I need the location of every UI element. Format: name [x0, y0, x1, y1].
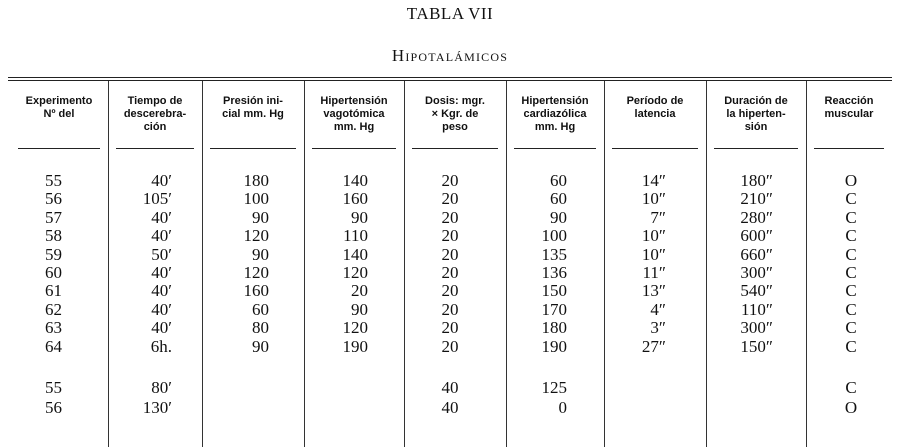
- table-row-extra-cell-experimento: 55: [45, 378, 62, 397]
- table-row-cell-hipertension-cardiazolica: 60: [550, 189, 567, 209]
- table-row-cell-dosis: 20: [441, 336, 459, 356]
- column-header-hipertension-cardiazolica: Hipertensión cardiazólica mm. Hg: [521, 95, 589, 133]
- table-row-cell-experimento: 56: [45, 189, 62, 209]
- table-row-cell-presion-inicial: 90: [252, 207, 269, 227]
- table-row-cell-experimento: 60: [45, 263, 62, 282]
- table-row-extra-cell-hipertension-cardiazolica: 125: [541, 378, 567, 397]
- table-row-cell-experimento: 55: [45, 171, 62, 190]
- table-row-cell-tiempo: 40′: [151, 226, 172, 246]
- column-header-experimento: Experimento Nº del: [25, 95, 93, 120]
- table-row-cell-hipertension-vagotomica: 190: [342, 336, 368, 356]
- table-row-cell-duracion: 660″: [740, 244, 773, 264]
- column-divider: [404, 81, 405, 447]
- table-row-cell-tiempo: 40′: [151, 299, 172, 319]
- table-row-cell-presion-inicial: 90: [252, 244, 269, 264]
- table-row-cell-tiempo: 40′: [151, 281, 172, 301]
- table-row-cell-hipertension-vagotomica: 120: [342, 263, 368, 282]
- table-row-cell-periodo-latencia: 13″: [641, 281, 666, 301]
- header-underline: [514, 148, 596, 149]
- table-row-cell-periodo-latencia: 11″: [642, 263, 666, 282]
- table-row-cell-duracion: 210″: [740, 189, 773, 209]
- table-row-cell-hipertension-vagotomica: 120: [342, 318, 368, 338]
- table-row-cell-experimento: 63: [45, 318, 62, 338]
- table-row-cell-tiempo: 40′: [151, 263, 172, 282]
- table-row-cell-hipertension-cardiazolica: 60: [550, 171, 567, 190]
- table-row-cell-hipertension-vagotomica: 140: [342, 244, 368, 264]
- table-row-cell-reaccion-muscular: C: [845, 244, 857, 264]
- table-row-cell-periodo-latencia: 14″: [641, 171, 666, 190]
- table-row-cell-reaccion-muscular: C: [845, 318, 857, 338]
- table-row-cell-hipertension-cardiazolica: 150: [541, 281, 567, 301]
- table-row-cell-tiempo: 105′: [142, 189, 172, 209]
- table-row-cell-dosis: 20: [441, 207, 459, 227]
- table-row-cell-duracion: 300″: [740, 318, 773, 338]
- table-title: TABLA VII: [406, 4, 494, 23]
- table-row-cell-duracion: 300″: [740, 263, 773, 282]
- table-row-cell-presion-inicial: 90: [252, 336, 269, 356]
- table-row-cell-dosis: 20: [441, 318, 459, 338]
- table-row-cell-reaccion-muscular: O: [844, 171, 858, 190]
- table-row-cell-reaccion-muscular: C: [845, 281, 857, 301]
- column-header-reaccion-muscular: Reacción muscular: [824, 95, 874, 120]
- table-row-cell-duracion: 540″: [740, 281, 773, 301]
- header-underline: [116, 148, 194, 149]
- table-row-cell-periodo-latencia: 27″: [641, 336, 666, 356]
- table-row-cell-hipertension-cardiazolica: 190: [541, 336, 567, 356]
- table-row-extra-cell-hipertension-cardiazolica: 0: [558, 397, 567, 417]
- table-row-cell-experimento: 59: [45, 244, 62, 264]
- table-row-cell-presion-inicial: 120: [243, 226, 269, 246]
- header-underline: [814, 148, 884, 149]
- table-row-cell-experimento: 64: [45, 336, 62, 356]
- table-row-extra-cell-dosis: 40: [441, 397, 459, 417]
- header-rule-bottom: [8, 80, 892, 81]
- table-row-extra-cell-dosis: 40: [441, 378, 459, 397]
- column-header-hipertension-vagotomica: Hipertensión vagotómica mm. Hg: [320, 95, 388, 133]
- table-row-cell-tiempo: 6h.: [150, 336, 172, 356]
- table-row-cell-hipertension-cardiazolica: 136: [541, 263, 567, 282]
- column-header-tiempo: Tiempo de descerebra- ción: [123, 95, 187, 133]
- table-row-cell-reaccion-muscular: C: [845, 336, 857, 356]
- table-row-cell-hipertension-vagotomica: 140: [342, 171, 368, 190]
- table-row-cell-dosis: 20: [441, 263, 459, 282]
- table-row-cell-reaccion-muscular: C: [845, 189, 857, 209]
- table-row-cell-tiempo: 40′: [151, 171, 172, 190]
- header-underline: [18, 148, 100, 149]
- table-row-cell-experimento: 57: [45, 207, 62, 227]
- table-row-cell-tiempo: 40′: [151, 318, 172, 338]
- table-row-cell-hipertension-vagotomica: 90: [351, 299, 368, 319]
- column-header-presion-inicial: Presión ini- cial mm. Hg: [222, 95, 284, 120]
- table-row-cell-hipertension-vagotomica: 160: [342, 189, 368, 209]
- table-row-cell-dosis: 20: [441, 226, 459, 246]
- table-row-extra-cell-tiempo: 130′: [142, 397, 172, 417]
- table-row-cell-experimento: 58: [45, 226, 62, 246]
- column-header-dosis: Dosis: mgr. × Kgr. de peso: [425, 95, 485, 133]
- table-row-cell-experimento: 61: [45, 281, 62, 301]
- table-row-cell-reaccion-muscular: C: [845, 226, 857, 246]
- table-row-cell-dosis: 20: [441, 299, 459, 319]
- table-row-cell-hipertension-vagotomica: 20: [351, 281, 368, 301]
- header-underline: [312, 148, 396, 149]
- table-subtitle: Hipotalámicos: [391, 46, 509, 65]
- table-row-cell-tiempo: 40′: [151, 207, 172, 227]
- header-underline: [714, 148, 798, 149]
- table-row-cell-duracion: 600″: [740, 226, 773, 246]
- table-row-cell-hipertension-vagotomica: 90: [351, 207, 368, 227]
- table-row-cell-reaccion-muscular: C: [845, 207, 857, 227]
- table-row-cell-periodo-latencia: 10″: [641, 244, 666, 264]
- table-row-cell-duracion: 150″: [740, 336, 773, 356]
- table-row-cell-experimento: 62: [45, 299, 62, 319]
- table-row-cell-duracion: 280″: [740, 207, 773, 227]
- header-underline: [210, 148, 296, 149]
- table-row-cell-dosis: 20: [441, 244, 459, 264]
- table-row-cell-reaccion-muscular: C: [845, 299, 857, 319]
- table-row-cell-hipertension-cardiazolica: 180: [541, 318, 567, 338]
- table-row-cell-presion-inicial: 80: [252, 318, 269, 338]
- table-row-extra-cell-tiempo: 80′: [151, 378, 172, 397]
- header-rule-top: [8, 77, 892, 78]
- table-row-cell-hipertension-cardiazolica: 170: [541, 299, 567, 319]
- table-row-cell-duracion: 110″: [741, 299, 773, 319]
- table-row-cell-duracion: 180″: [740, 171, 773, 190]
- table-row-cell-dosis: 20: [441, 281, 459, 301]
- table-row-cell-presion-inicial: 160: [243, 281, 269, 301]
- column-divider: [806, 81, 807, 447]
- table-row-cell-presion-inicial: 180: [243, 171, 269, 190]
- table-row-cell-dosis: 20: [441, 189, 459, 209]
- table-row-cell-hipertension-cardiazolica: 135: [541, 244, 567, 264]
- header-underline: [612, 148, 698, 149]
- table-row-cell-tiempo: 50′: [151, 244, 172, 264]
- table-row-cell-periodo-latencia: 7″: [650, 207, 666, 227]
- table-row-cell-hipertension-cardiazolica: 90: [550, 207, 567, 227]
- table-row-cell-periodo-latencia: 4″: [650, 299, 666, 319]
- table-row-cell-periodo-latencia: 3″: [650, 318, 666, 338]
- table-row-extra-cell-reaccion-muscular: C: [845, 378, 857, 397]
- table-row-cell-presion-inicial: 60: [252, 299, 269, 319]
- header-underline: [412, 148, 498, 149]
- table-row-cell-periodo-latencia: 10″: [641, 226, 666, 246]
- table-row-cell-dosis: 20: [441, 171, 459, 190]
- table-row-cell-hipertension-vagotomica: 110: [343, 226, 368, 246]
- column-header-periodo-latencia: Período de latencia: [626, 95, 684, 120]
- table-row-cell-presion-inicial: 100: [243, 189, 269, 209]
- column-header-duracion: Duración de la hiperten- sión: [724, 95, 788, 133]
- table-row-cell-presion-inicial: 120: [243, 263, 269, 282]
- table-row-cell-periodo-latencia: 10″: [641, 189, 666, 209]
- table-row-extra-cell-reaccion-muscular: O: [844, 397, 858, 417]
- table-row-extra-cell-experimento: 56: [45, 397, 62, 417]
- table-row-cell-hipertension-cardiazolica: 100: [541, 226, 567, 246]
- table-row-cell-reaccion-muscular: C: [845, 263, 857, 282]
